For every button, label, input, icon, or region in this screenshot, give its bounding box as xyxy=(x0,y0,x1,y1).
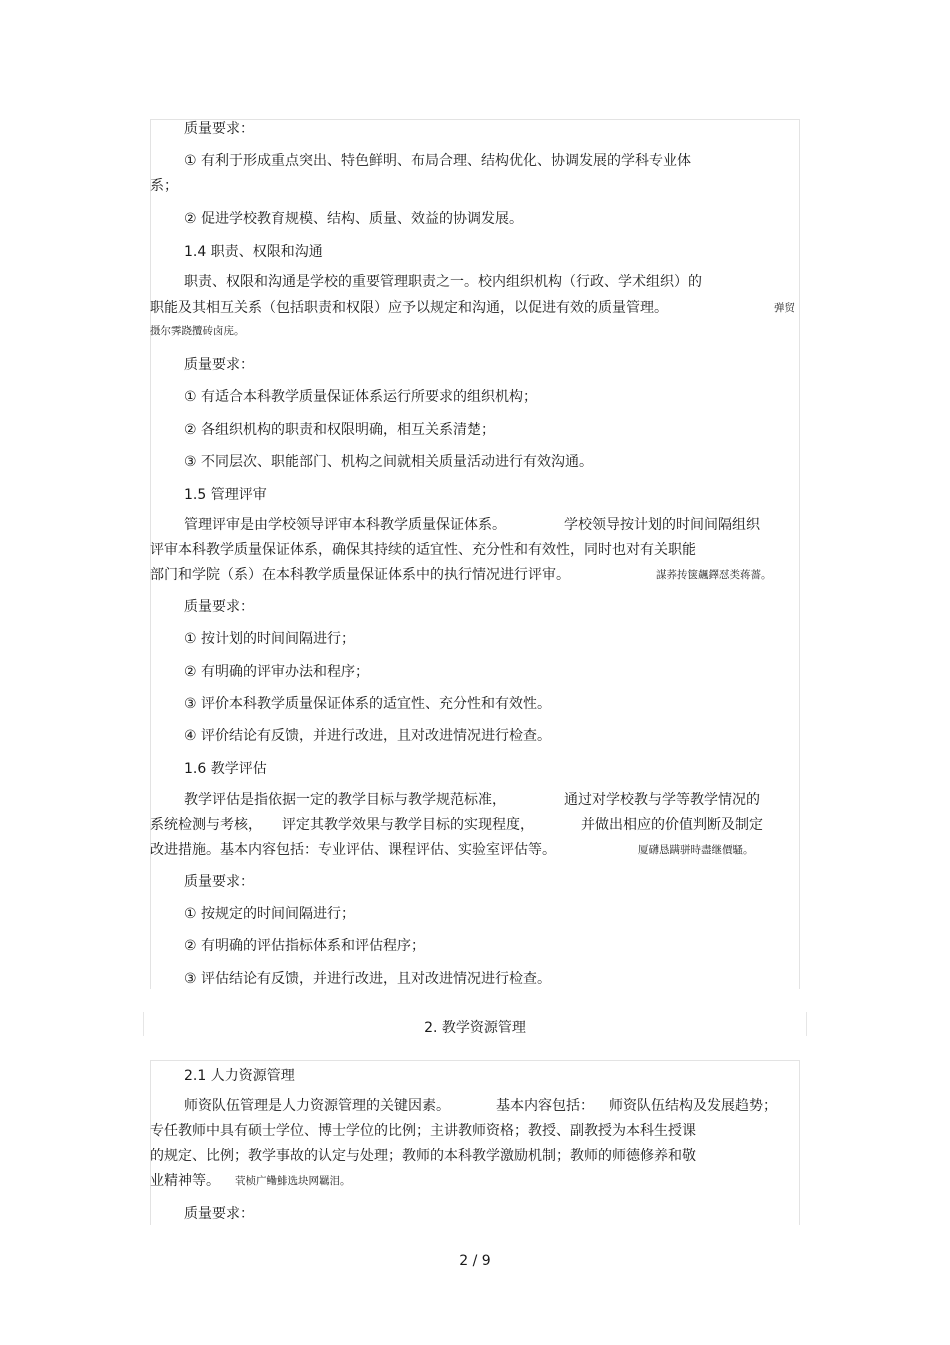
paragraph-line: 专任教师中具有硕士学位、博士学位的比例；主讲教师资格；教授、副教授为本科生授课 xyxy=(150,1123,696,1139)
paragraph-line: 系统检测与考核， xyxy=(150,817,262,833)
paragraph-line: 学校领导按计划的时间间隔组织 xyxy=(564,517,760,533)
garbled-text: 摄尔霁跷攬砖卤庑。 xyxy=(150,325,245,337)
garbled-text: 謀荞抟箧飆鐸怼类蒋薔。 xyxy=(656,569,772,581)
requirement-item: ② 有明确的评估指标体系和评估程序； xyxy=(184,938,425,954)
paragraph-line: 并做出相应的价值判断及制定 xyxy=(581,817,763,833)
section-heading-1-6: 1.6 教学评估 xyxy=(184,761,267,777)
requirement-item-continued: 系； xyxy=(150,178,178,194)
quality-requirement-label: 质量要求： xyxy=(184,357,254,373)
section-heading-2-1: 2.1 人力资源管理 xyxy=(184,1068,295,1084)
paragraph-line: 评定其教学效果与教学目标的实现程度， xyxy=(282,817,534,833)
paragraph-line: 通过对学校教与学等教学情况的 xyxy=(564,792,760,808)
requirement-item: ① 按规定的时间间隔进行； xyxy=(184,906,356,922)
requirement-item: ③ 评价本科教学质量保证体系的适宜性、充分性和有效性。 xyxy=(184,696,551,712)
quality-requirement-label: 质量要求： xyxy=(184,1206,254,1222)
paragraph-line: 基本内容包括： xyxy=(496,1098,594,1114)
garbled-text: 茕桢广鳓鯡选块网羈泪。 xyxy=(235,1175,351,1187)
garbled-text: 厦礴恳蹒骈時盡继價騷。 xyxy=(638,844,754,856)
quality-requirement-label: 质量要求： xyxy=(184,874,254,890)
paragraph-line: 评审本科教学质量保证体系，确保其持续的适宜性、充分性和有效性，同时也对有关职能 xyxy=(150,542,696,558)
section-heading-1-5: 1.5 管理评审 xyxy=(184,487,267,503)
paragraph-line: 的规定、比例；教学事故的认定与处理；教师的本科教学激励机制；教师的师德修养和敬 xyxy=(150,1148,696,1164)
paragraph-line: 部门和学院（系）在本科教学质量保证体系中的执行情况进行评审。 xyxy=(150,567,570,583)
requirement-item: ④ 评价结论有反馈，并进行改进，且对改进情况进行检查。 xyxy=(184,728,551,744)
requirement-item: ② 促进学校教育规模、结构、质量、效益的协调发展。 xyxy=(184,211,523,227)
paragraph-line: 管理评审是由学校领导评审本科教学质量保证体系。 xyxy=(184,517,506,533)
page-number: 2 / 9 xyxy=(459,1253,491,1269)
paragraph-line: 职责、权限和沟通是学校的重要管理职责之一。校内组织机构（行政、学术组织）的 xyxy=(184,274,702,290)
section-heading-1-4: 1.4 职责、权限和沟通 xyxy=(184,244,323,260)
requirement-item: ③ 不同层次、职能部门、机构之间就相关质量活动进行有效沟通。 xyxy=(184,454,593,470)
chapter-title: 2. 教学资源管理 xyxy=(424,1020,526,1036)
paragraph-line: 业精神等。 xyxy=(150,1173,220,1189)
paragraph-line: 职能及其相互关系（包括职责和权限）应予以规定和沟通，以促进有效的质量管理。 xyxy=(150,300,668,316)
requirement-item: ② 各组织机构的职责和权限明确，相互关系清楚； xyxy=(184,422,495,438)
requirement-item: ③ 评估结论有反馈，并进行改进，且对改进情况进行检查。 xyxy=(184,971,551,987)
paragraph-line: 改进措施。基本内容包括：专业评估、课程评估、实验室评估等。 xyxy=(150,842,556,858)
requirement-item: ① 有利于形成重点突出、特色鲜明、布局合理、结构优化、协调发展的学科专业体 xyxy=(184,153,691,169)
paragraph-line: 师资队伍管理是人力资源管理的关键因素。 xyxy=(184,1098,450,1114)
quality-requirement-label: 质量要求： xyxy=(184,599,254,615)
requirement-item: ① 有适合本科教学质量保证体系运行所要求的组织机构； xyxy=(184,389,537,405)
requirement-item: ① 按计划的时间间隔进行； xyxy=(184,631,356,647)
quality-requirement-label: 质量要求： xyxy=(184,121,254,137)
requirement-item: ② 有明确的评审办法和程序； xyxy=(184,664,370,680)
paragraph-line: 师资队伍结构及发展趋势； xyxy=(609,1098,777,1114)
paragraph-line: 教学评估是指依据一定的教学目标与教学规范标准， xyxy=(184,792,506,808)
garbled-text: 弹贸 xyxy=(774,302,795,314)
